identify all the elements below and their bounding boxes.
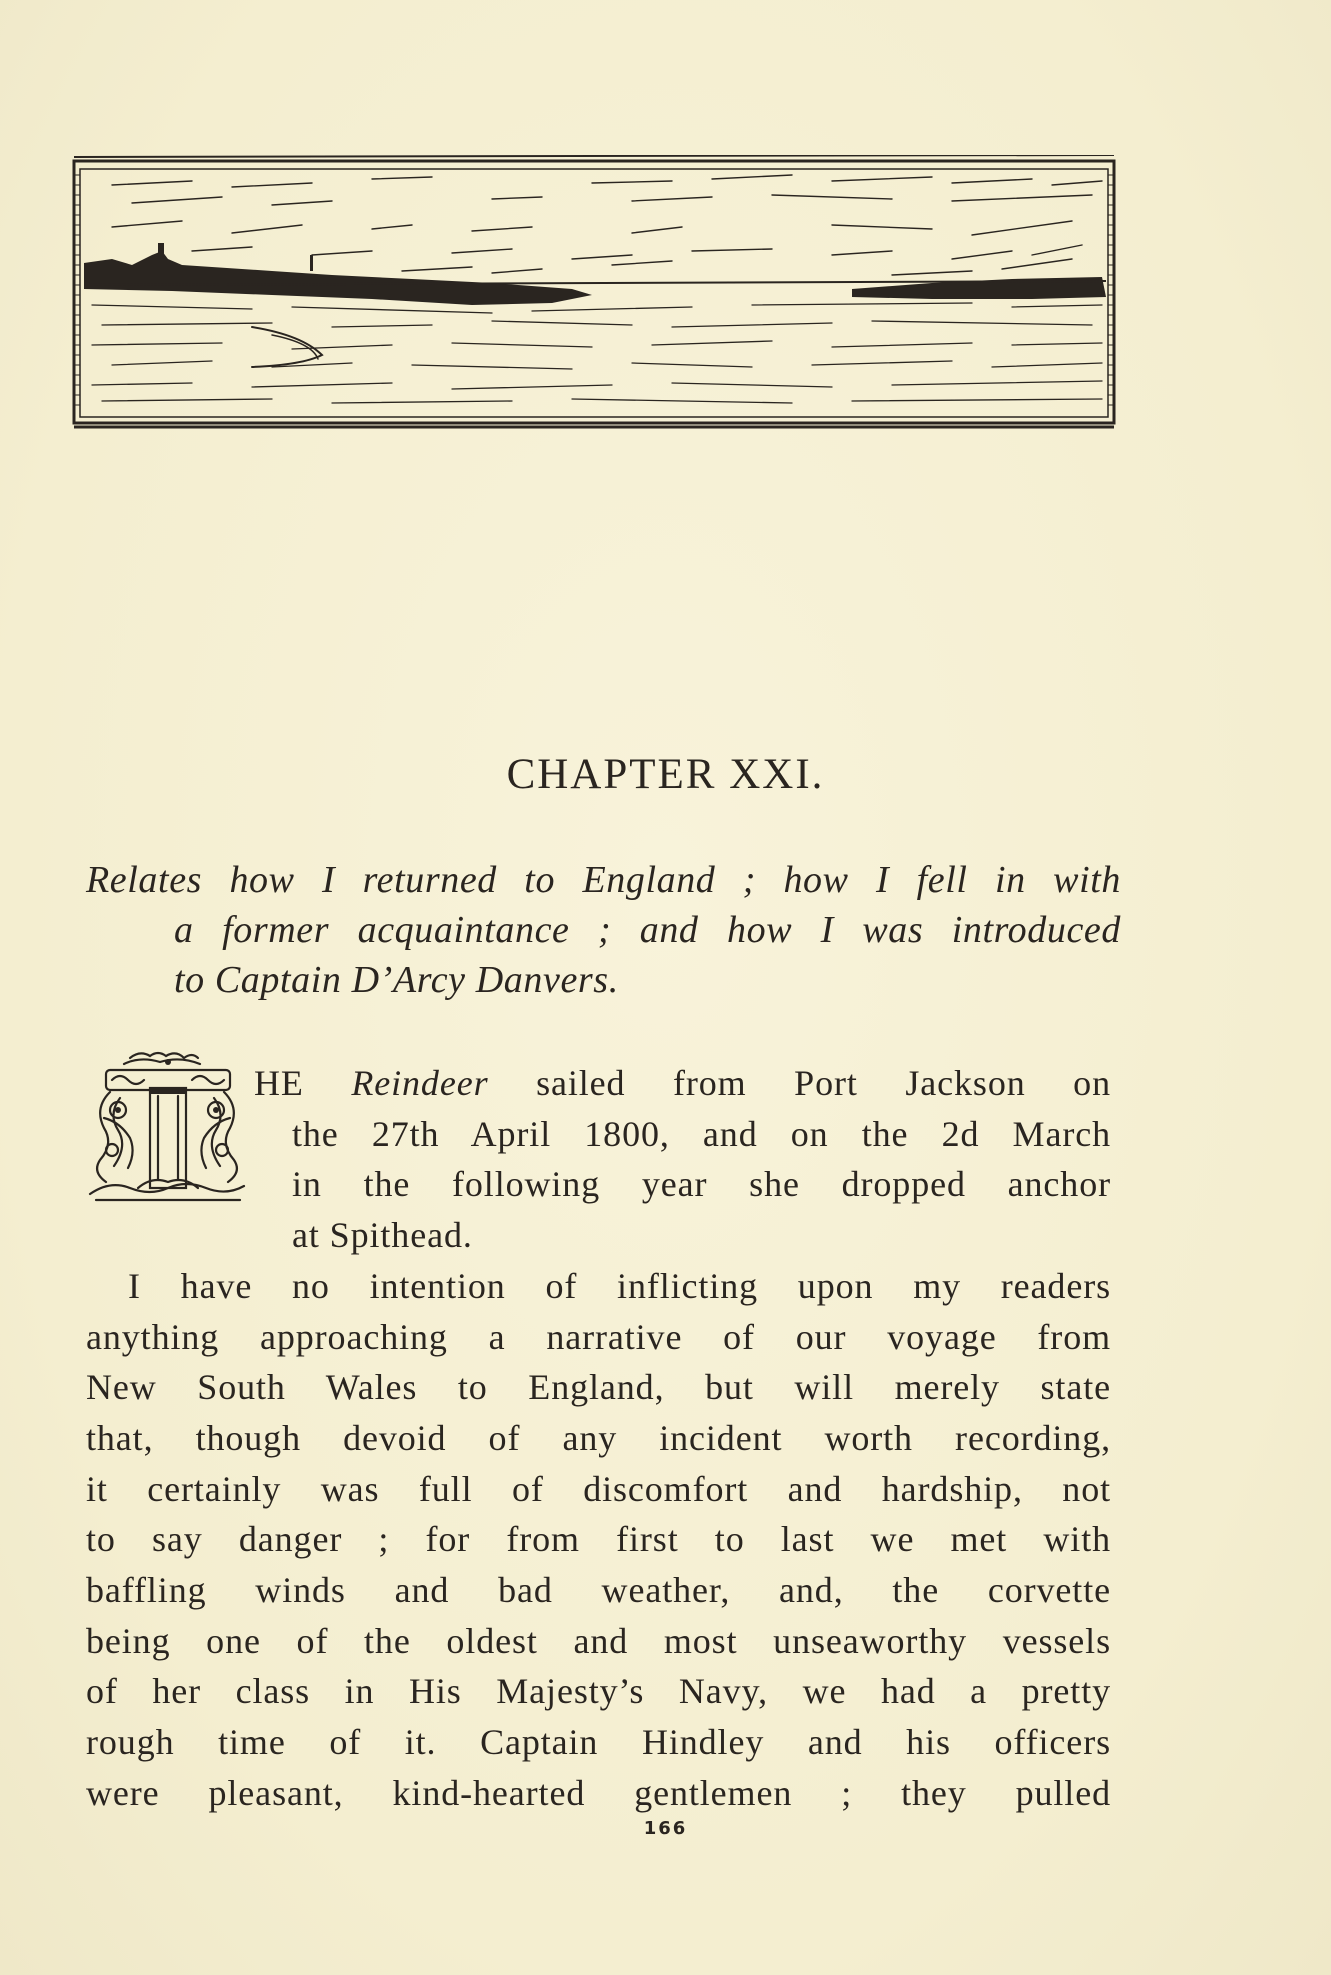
body-line-suffix: sailed from Port Jackson on [488,1063,1111,1103]
body-text [86,1058,1111,1819]
body-line: it certainly was full of discomfort and hardship, not [86,1468,1111,1509]
body-line: rough time of it. Captain Hindley and his officers [86,1722,1111,1763]
summary-line: Relates how I returned to England ; how I fell in with [86,859,1121,901]
body-line: at Spithead. [292,1215,473,1256]
body-line: of her class in His Majesty’s Navy, we had a pretty [86,1671,1111,1712]
summary-line: to Captain D’Arcy Danvers. [174,959,619,1001]
body-line-prefix: HE [254,1063,352,1103]
body-line: the 27th April 1800, and on the 2d March [292,1113,1111,1154]
body-line [254,1058,1111,1109]
body-line: to say danger ; for from first to last we met with [86,1519,1111,1560]
body-line: were pleasant, kind-hearted gentlemen ; they pulled [86,1772,1111,1813]
page-number: 166 [643,1818,688,1839]
body-line: in the following year she dropped anchor [292,1164,1111,1205]
body-line: that, though devoid of any incident worth recording, [86,1417,1111,1458]
body-line: I have no intention of inflicting upon my readers [128,1265,1111,1306]
body-line: baffling winds and bad weather, and, the corvette [86,1570,1111,1611]
ship-name-italic: Reindeer [351,1063,489,1103]
body-line: New South Wales to England, but will merely state [86,1367,1111,1408]
body-line: anything approaching a narrative of our voyage from [86,1316,1111,1357]
body-line: being one of the oldest and most unseaworthy vessels [86,1620,1111,1661]
seascape-headpiece-illustration [72,155,1118,430]
chapter-summary [86,855,1121,1005]
chapter-title: CHAPTER XXI. [506,751,825,798]
summary-line: a former acquaintance ; and how I was introduced [174,909,1121,951]
